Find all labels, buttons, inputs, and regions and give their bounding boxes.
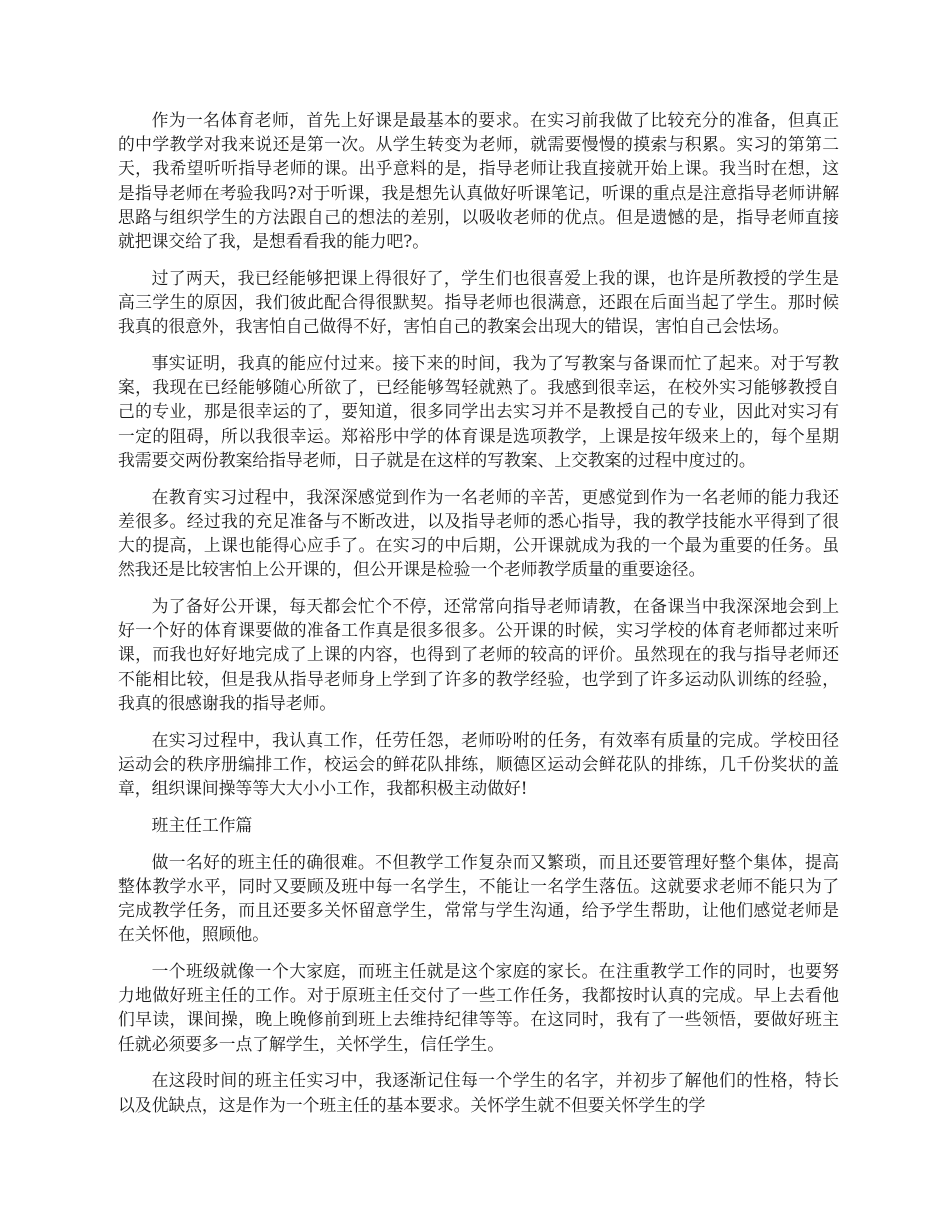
section-paragraph-2: 一个班级就像一个大家庭，而班主任就是这个家庭的家长。在注重教学工作的同时，也要努力地做好班主任的工作。对于原班主任交付了一些工作任务，我都按时认真的完成。早上去看他们早读，课间操，晚上晚修前到班上去维持纪律等等。在这同时，我有了一些领悟，要做好班主任就必须要多一点了解学生，关怀学生，信任学生。 xyxy=(118,961,839,1054)
paragraph-6: 在实习过程中，我认真工作，任劳任怨，老师吩咐的任务，有效率有质量的完成。学校田径运动会的秩序册编排工作，校运会的鲜花队排练，顺德区运动会鲜花队的排练，几千份奖状的盖章，组织课间操等等大大小小工作，我都积极主动做好! xyxy=(118,729,839,799)
paragraph-3: 事实证明，我真的能应付过来。接下来的时间，我为了写教案与备课而忙了起来。对于写教案，我现在已经能够随心所欲了，已经能够驾轻就熟了。我感到很幸运，在校外实习能够教授自己的专业，那是很幸运的了，要知道，很多同学出去实习并不是教授自己的专业，因此对实习有一定的阻碍，所以我很幸运。郑裕彤中学的体育课是选项教学，上课是按年级来上的，每个星期我需要交两份教案给指导老师，日子就是在这样的写教案、上交教案的过程中度过的。 xyxy=(118,353,839,470)
paragraph-5: 为了备好公开课，每天都会忙个不停，还常常向指导老师请教，在备课当中我深深地会到上好一个好的体育课要做的准备工作真是很多很多。公开课的时候，实习学校的体育老师都过来听课，而我也好好地完成了上课的内容，也得到了老师的较高的评价。虽然现在的我与指导老师还不能相比较，但是我从指导老师身上学到了许多的教学经验，也学到了许多运动队训练的经验，我真的很感谢我的指导老师。 xyxy=(118,596,839,713)
paragraph-1: 作为一名体育老师，首先上好课是最基本的要求。在实习前我做了比较充分的准备，但真正的中学教学对我来说还是第一次。从学生转变为老师，就需要慢慢的摸索与积累。实习的第第二天，我希望听听指导老师的课。出乎意料的是，指导老师让我直接就开始上课。我当时在想，这是指导老师在考验我吗?对于听课，我是想先认真做好听课笔记，听课的重点是注意指导老师讲解思路与组织学生的方法跟自己的想法的差别，以吸收老师的优点。但是遗憾的是，指导老师直接就把课交给了我，是想看看我的能力吧?。 xyxy=(118,110,839,252)
paragraph-4: 在教育实习过程中，我深深感觉到作为一名老师的辛苦，更感觉到作为一名老师的能力我还差很多。经过我的充足准备与不断改进，以及指导老师的悉心指导，我的教学技能水平得到了很大的提高，上课也能得心应手了。在实习的中后期，公开课就成为我的一个最为重要的任务。虽然我还是比较害怕上公开课的，但公开课是检验一个老师教学质量的重要途径。 xyxy=(118,486,839,580)
section-heading: 班主任工作篇 xyxy=(151,814,253,835)
document-body xyxy=(118,108,839,1129)
section-paragraph-3: 在这段时间的班主任实习中，我逐渐记住每一个学生的名字，并初步了解他们的性格，特长以及优缺点，这是作为一个班主任的基本要求。关怀学生就不但要关怀学生的学 xyxy=(118,1070,839,1115)
paragraph-2: 过了两天，我已经能够把课上得很好了，学生们也很喜爱上我的课，也许是所教授的学生是高三学生的原因，我们彼此配合得很默契。指导老师也很满意，还跟在后面当起了学生。那时候我真的很意外，我害怕自己做得不好，害怕自己的教案会出现大的错误，害怕自己会怯场。 xyxy=(118,267,839,337)
section-paragraph-1: 做一名好的班主任的确很难。不但教学工作复杂而又繁琐，而且还要管理好整个集体，提高整体教学水平，同时又要顾及班中每一名学生，不能让一名学生落伍。这就要求老师不能只为了完成教学任务，而且还要多关怀留意学生，常常与学生沟通，给予学生帮助，让他们感觉老师是在关怀他，照顾他。 xyxy=(118,851,839,945)
